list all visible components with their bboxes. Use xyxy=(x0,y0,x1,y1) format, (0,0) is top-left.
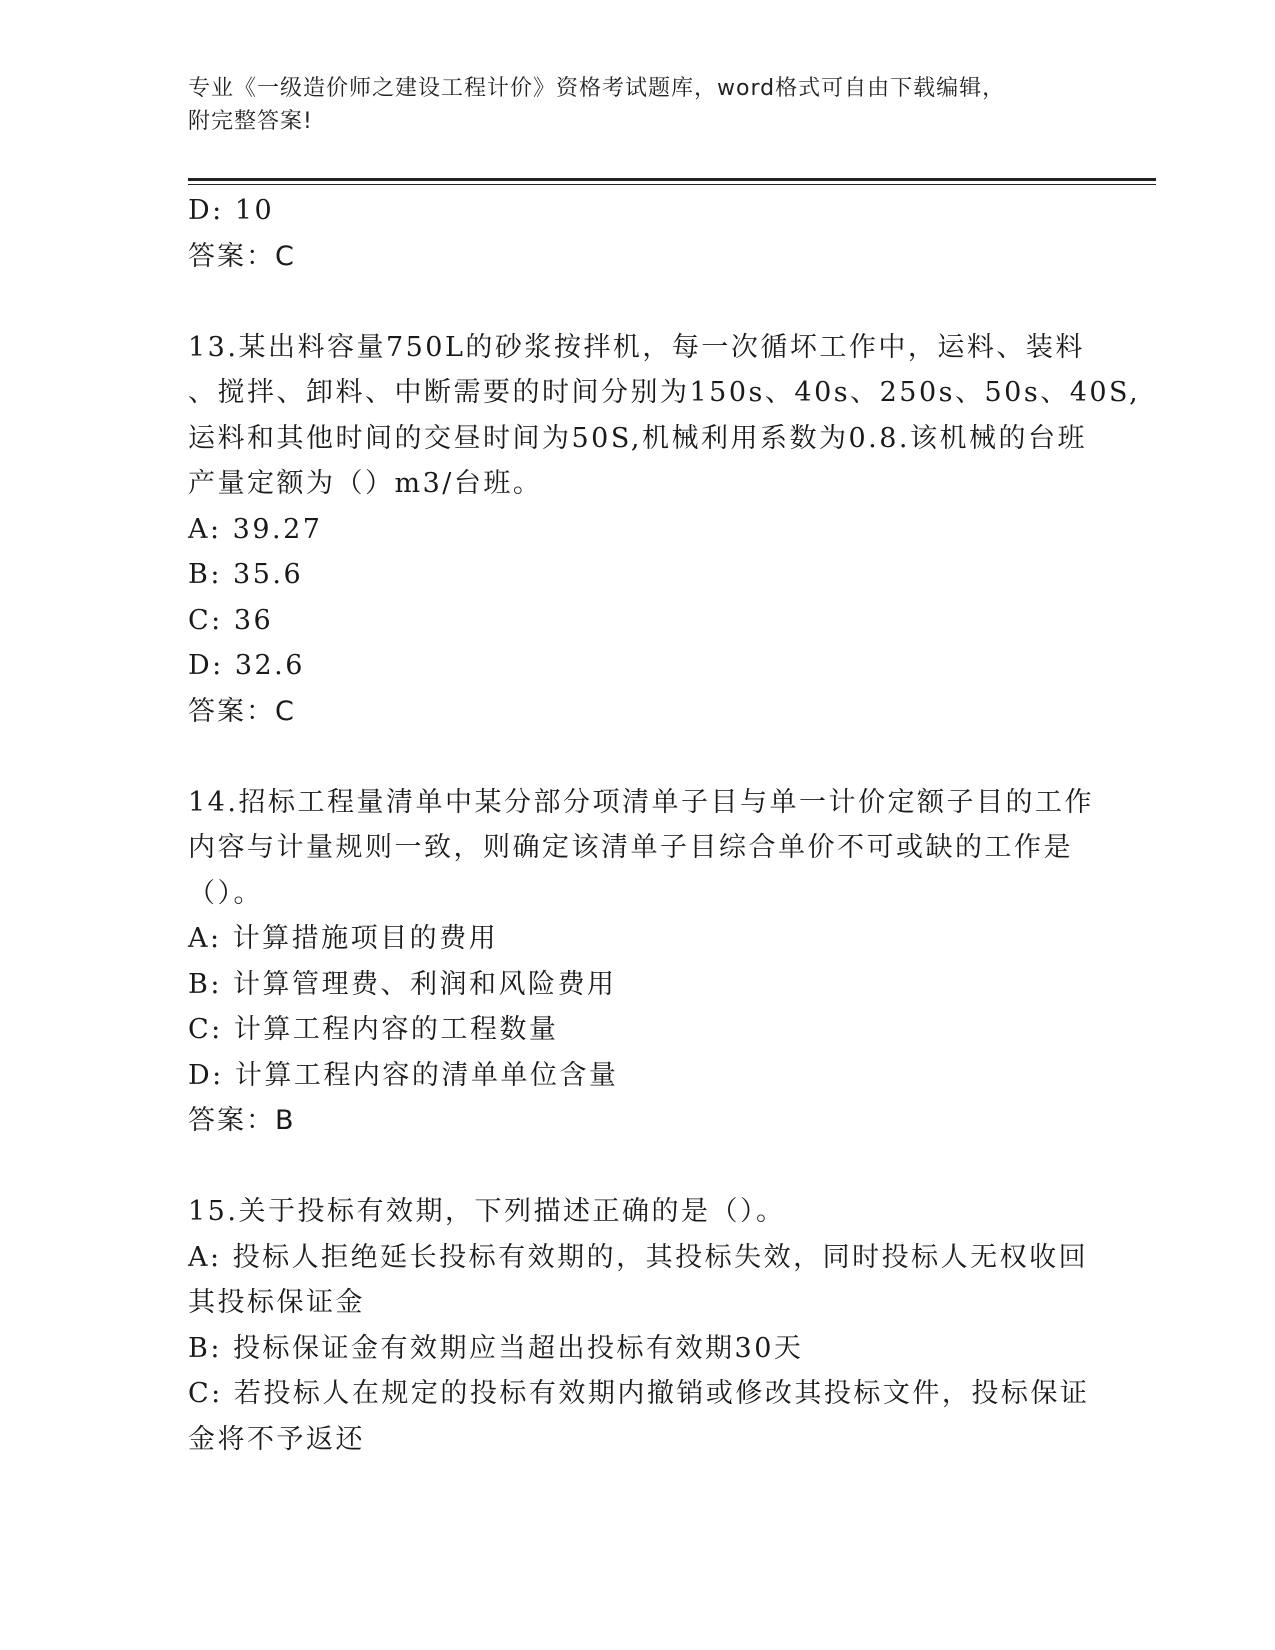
option-a: A: 计算措施项目的费用 xyxy=(188,923,499,954)
question-text-line: 14.招标工程量清单中某分部分项清单子目与单一计价定额子目的工作 xyxy=(188,786,1094,818)
page-header xyxy=(188,72,1088,138)
header-line-1: 专业《一级造价师之建设工程计价》资格考试题库，word格式可自由下载编辑， xyxy=(188,76,1006,101)
question-text-line: 运料和其他时间的交昼时间为50S,机械利用系数为0.8.该机械的台班 xyxy=(188,422,1087,454)
question-text-line: 15.关于投标有效期，下列描述正确的是（）。 xyxy=(188,1196,786,1227)
answer: 答案：C xyxy=(188,695,296,727)
option-c: C: 计算工程内容的工程数量 xyxy=(188,1014,559,1045)
question-13 xyxy=(188,325,1141,735)
option-b: B: 计算管理费、利润和风险费用 xyxy=(188,968,617,1000)
spacer xyxy=(188,279,1088,325)
spacer xyxy=(188,734,1088,780)
option-c-continued: 金将不予返还 xyxy=(188,1423,365,1455)
option-a: A: 投标人拒绝延长投标有效期的，其投标失效，同时投标人无权收回 xyxy=(188,1241,1089,1273)
option-a: A: 39.27 xyxy=(188,513,323,545)
header-rule-thick xyxy=(188,178,1156,181)
question-text-line: 、搅拌、卸料、中断需要的时间分别为150s、40s、250s、50s、40S, xyxy=(188,377,1141,408)
answer: 答案：C xyxy=(188,240,296,272)
header-line-2: 附完整答案! xyxy=(188,109,313,134)
question-text-line: （）。 xyxy=(188,877,263,909)
option-d: D: 32.6 xyxy=(188,650,305,681)
question-text-line: 内容与计量规则一致，则确定该清单子目综合单价不可或缺的工作是 xyxy=(188,832,1073,863)
question-14 xyxy=(188,780,1094,1144)
question-15 xyxy=(188,1189,1088,1462)
answer: 答案：B xyxy=(188,1105,296,1136)
option-a-continued: 其投标保证金 xyxy=(188,1287,365,1318)
option-b: B: 投标保证金有效期应当超出投标有效期30天 xyxy=(188,1332,804,1364)
option-c: C: 若投标人在规定的投标有效期内撤销或修改其投标文件，投标保证 xyxy=(188,1378,1090,1409)
spacer xyxy=(188,1144,1088,1190)
question-text-line: 13.某出料容量750L的砂浆按拌机，每一次循坏工作中，运料、装料 xyxy=(188,331,1085,363)
option-d: D: 10 xyxy=(188,195,275,226)
option-c: C: 36 xyxy=(188,604,274,636)
document-content xyxy=(188,188,1141,1462)
header-rule-thin xyxy=(188,184,1156,185)
option-d: D: 计算工程内容的清单单位含量 xyxy=(188,1059,619,1091)
option-b: B: 35.6 xyxy=(188,559,304,590)
question-text-line: 产量定额为（）m3/台班。 xyxy=(188,468,543,499)
question-12-tail xyxy=(188,188,1088,279)
